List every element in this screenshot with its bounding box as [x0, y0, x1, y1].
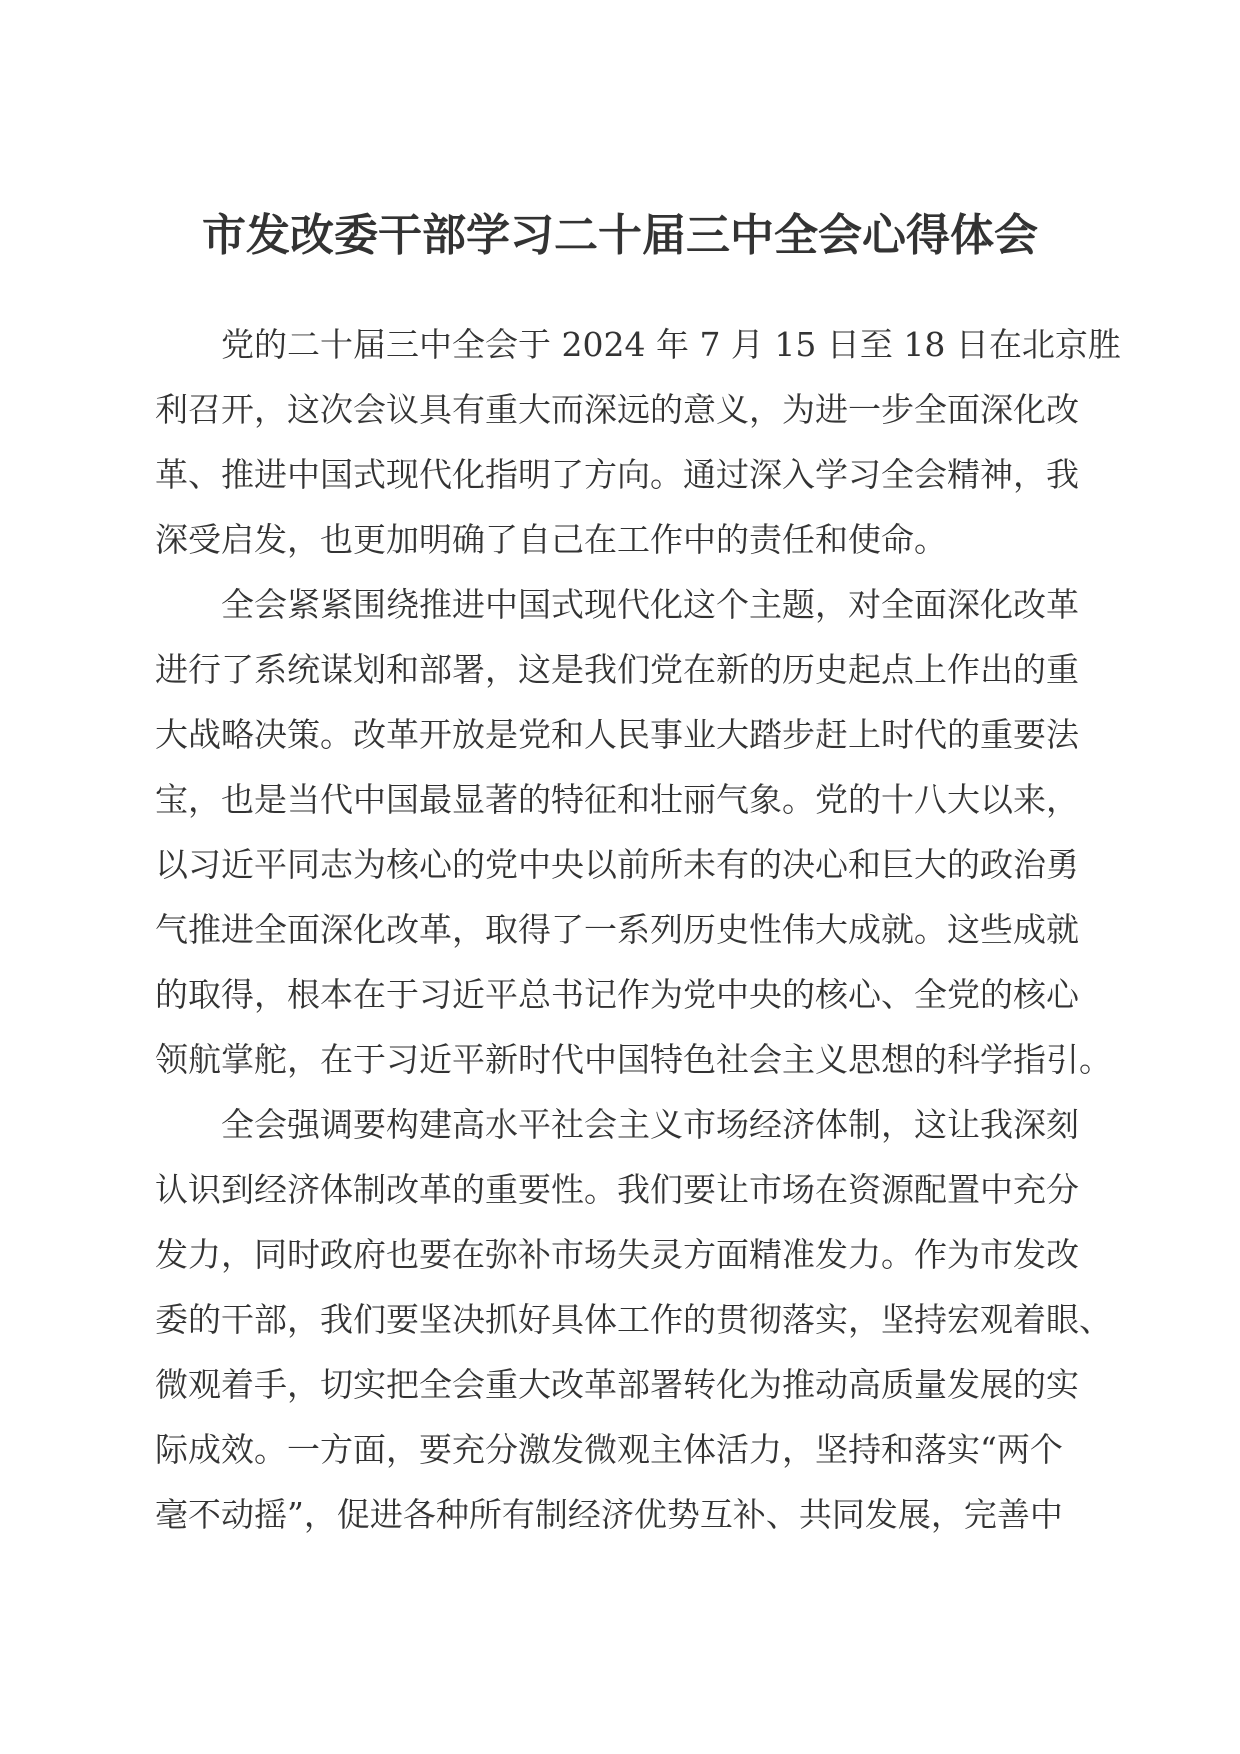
text-line: 宝，也是当代中国最显著的特征和壮丽气象。党的十八大以来，: [155, 780, 1079, 819]
text-line: 微观着手，切实把全会重大改革部署转化为推动高质量发展的实: [155, 1365, 1079, 1404]
text-line: 际成效。一方面，要充分激发微观主体活力，坚持和落实“两个: [155, 1430, 1063, 1469]
text-line: 进行了系统谋划和部署，这是我们党在新的历史起点上作出的重: [155, 650, 1079, 689]
text-line: 委的干部，我们要坚决抓好具体工作的贯彻落实，坚持宏观着眼、: [155, 1300, 1112, 1339]
text-line: 全会紧紧围绕推进中国式现代化这个主题，对全面深化改革: [221, 585, 1079, 624]
text-line: 全会强调要构建高水平社会主义市场经济体制，这让我深刻: [221, 1105, 1079, 1144]
text-line: 的取得，根本在于习近平总书记作为党中央的核心、全党的核心: [155, 975, 1079, 1014]
text-line: 利召开，这次会议具有重大而深远的意义，为进一步全面深化改: [155, 390, 1079, 429]
text-line: 深受启发，也更加明确了自己在工作中的责任和使命。: [155, 520, 947, 559]
text-line: 毫不动摇”，促进各种所有制经济优势互补、共同发展，完善中: [155, 1495, 1063, 1534]
paragraph-1: [155, 312, 1121, 572]
text-line: 以习近平同志为核心的党中央以前所未有的决心和巨大的政治勇: [155, 845, 1079, 884]
text-line: 大战略决策。改革开放是党和人民事业大踏步赶上时代的重要法: [155, 715, 1079, 754]
paragraph-3: [155, 1092, 1112, 1547]
text-line: 发力，同时政府也要在弥补市场失灵方面精准发力。作为市发改: [155, 1235, 1079, 1274]
text-line: 领航掌舵，在于习近平新时代中国特色社会主义思想的科学指引。: [155, 1040, 1112, 1079]
paragraph-2: [155, 572, 1112, 1092]
text-line: 认识到经济体制改革的重要性。我们要让市场在资源配置中充分: [155, 1170, 1079, 1209]
text-line: 气推进全面深化改革，取得了一系列历史性伟大成就。这些成就: [155, 910, 1079, 949]
document-body: [155, 312, 1121, 1547]
text-line: 革、推进中国式现代化指明了方向。通过深入学习全会精神，我: [155, 455, 1079, 494]
document-title: 市发改委干部学习二十届三中全会心得体会: [202, 210, 1038, 261]
text-line: 党的二十届三中全会于 2024 年 7 月 15 日至 18 日在北京胜: [221, 325, 1121, 364]
